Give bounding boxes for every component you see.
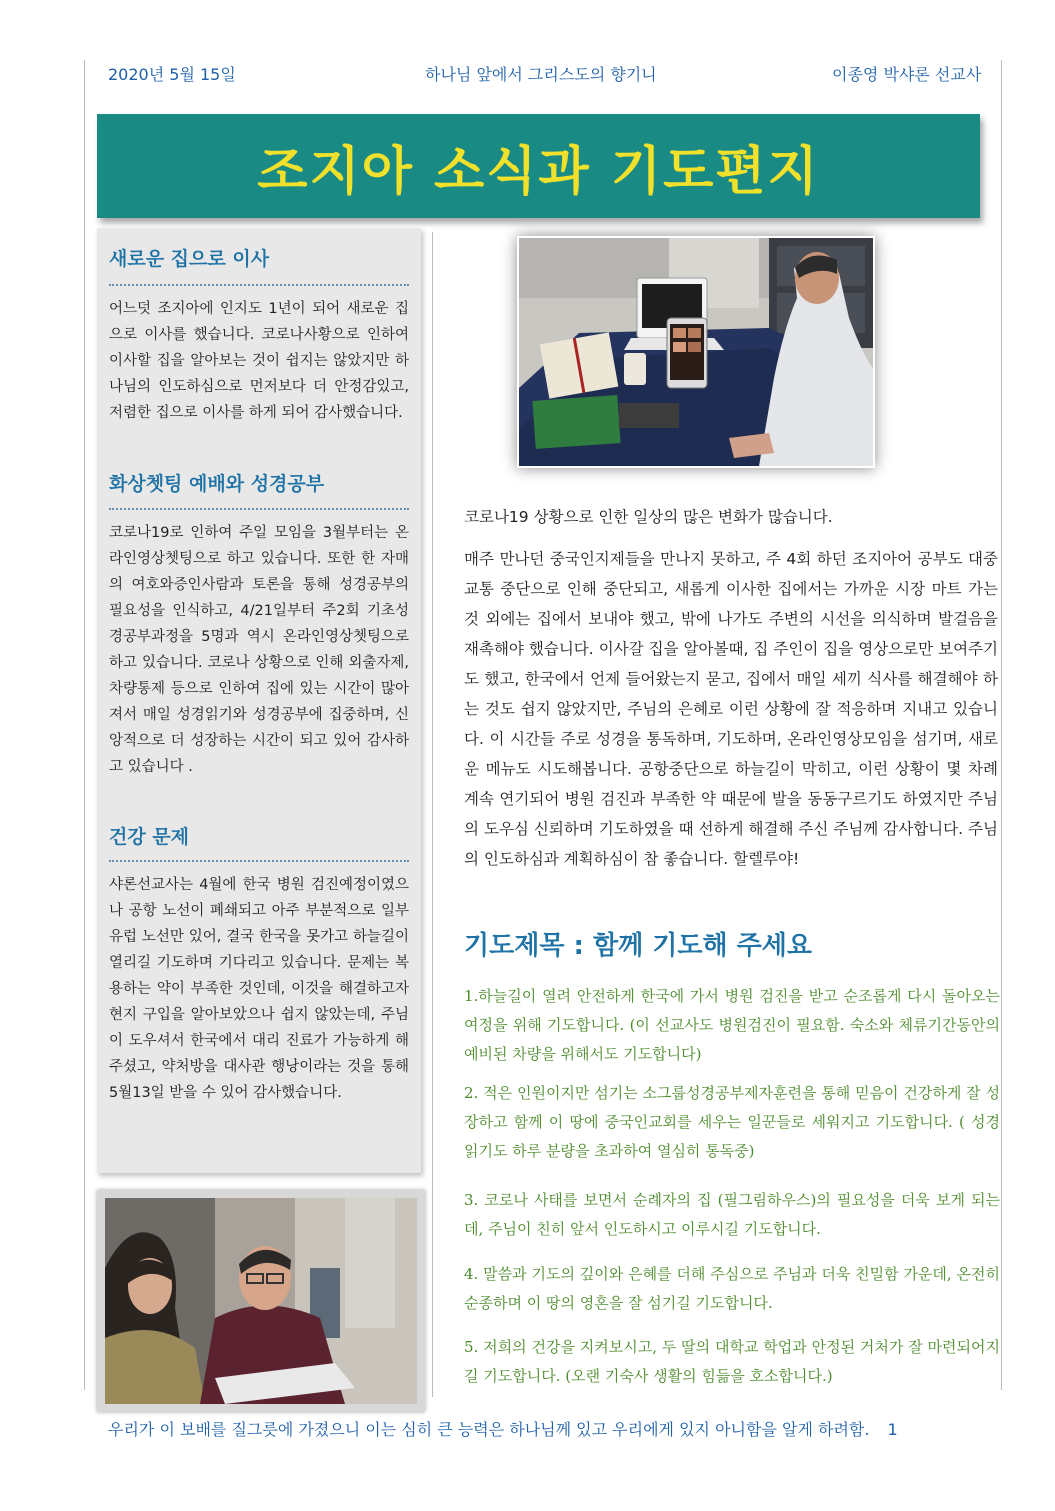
photo-video-call xyxy=(517,236,875,468)
section-title-moving: 새로운 집으로 이사 xyxy=(109,248,270,270)
page-title: 조지아 소식과 기도편지 xyxy=(257,141,820,202)
prayer-item-2: 2. 적은 인원이지만 섬기는 소그룹성경공부제자훈련을 통해 믿음이 건강하게 잘 성장하고 함께 이 땅에 중국인교회를 세우는 일꾼들로 세워지고 기도합니다. ( 성경읽기도 하루 분량을 초과하여 열심히 통독중) xyxy=(464,1084,1000,1160)
header-date: 2020년 5월 15일 xyxy=(108,65,236,84)
section-divider xyxy=(109,860,409,862)
header-motto: 하나님 앞에서 그리스도의 향기니 xyxy=(425,65,657,84)
photo-couple xyxy=(97,1190,425,1412)
main-body: 매주 만나던 중국인지제들을 만나지 못하고, 주 4회 하던 조지아어 공부도 대중교통 중단으로 인해 중단되고, 새롭게 이사한 집에서는 가까운 시장 마트 가는 것 외에는 집에서 보내야 했고, 밖에 나가도 주변의 시선을 의식하며 발걸음을 재촉해야 했습니다. 이사갈 집을 알아볼때, 집 주인이 집을 영상으로만 보여주기도 했고, 한국에서 언제 들어왔는지 묻고, 집에서 매일 세끼 식사를 해결해야 하는 것도 쉽지 않았지만, 주님의 은혜로 이런 상황에 잘 적응하며 지내고 있습니다. 이 시간들 주로 성경을 통독하며, 기도하며, 온라인영상모임을 섬기며, 새로운 메뉴도 시도해봅니다. 공항중단으로 하늘길이 막히고, 이런 상황이 몇 차례 계속 연기되어 병원 검진과 부족한 약 때문에 발을 동동구르기도 하였지만 주님의 도우심 신뢰하며 기도하였을 때 선하게 해결해 주신 주님께 감사합니다. 주님의 인도하심과 계획하심이 참 좋습니다. 할렐루야! xyxy=(464,550,998,868)
prayer-title: 기도제목 : 함께 기도해 주세요 xyxy=(464,931,812,961)
section-title-online-worship: 화상쳇팅 예배와 성경공부 xyxy=(109,473,325,495)
couple-illustration xyxy=(105,1198,417,1404)
section-divider xyxy=(109,508,409,510)
section-body-health: 샤론선교사는 4월에 한국 병원 검진예정이였으나 공항 노선이 폐쇄되고 아주 부분적으로 일부 유럽 노선만 있어, 결국 한국을 못가고 하늘길이 열리길 기도하며 기다리고 있습니다. 문제는 복용하는 약이 부족한 것인데, 이것을 해결하고자 현지 구입을 알아보았으나 쉽지 않았는데, 주님이 도우셔서 한국에서 대리 진료가 가능하게 해주셨고, 약처방을 대사관 행낭이라는 것을 통해 5월13일 받을 수 있어 감사했습니다. xyxy=(109,877,409,1101)
prayer-item-1: 1.하늘길이 열려 안전하게 한국에 가서 병원 검진을 받고 순조롭게 다시 돌아오는 여정을 위해 기도합니다. (이 선교사도 병원검진이 필요함. 숙소와 체류기간동안의 예비된 차량을 위해서도 기도합니다) xyxy=(464,987,1000,1063)
header-author: 이종영 박샤론 선교사 xyxy=(832,65,982,84)
main-intro: 코로나19 상황으로 인한 일상의 많은 변화가 많습니다. xyxy=(464,508,833,526)
sidebar xyxy=(97,228,421,1173)
video-call-illustration xyxy=(519,238,873,466)
right-rule xyxy=(1001,60,1002,1390)
page-header xyxy=(0,58,1055,88)
page-number: 1 xyxy=(887,1420,898,1439)
title-banner xyxy=(97,114,980,218)
prayer-item-3: 3. 코로나 사태를 보면서 순례자의 집 (필그림하우스)의 필요성을 더욱 보게 되는데, 주님이 친히 앞서 인도하시고 이루시길 기도합니다. xyxy=(464,1191,1000,1238)
prayer-item-4: 4. 말씀과 기도의 깊이와 은혜를 더해 주심으로 주님과 더욱 친밀함 가운데, 온전히 순종하며 이 땅의 영혼을 잘 섬기길 기도합니다. xyxy=(464,1265,1000,1312)
section-body-online-worship: 코로나19로 인하여 주일 모임을 3월부터는 온라인영상쳇팅으로 하고 있습니다. 또한 한 자매의 여호와증인사람과 토론을 통해 성경공부의 필요성을 인식하고, 4/21일부터 주2회 기초성경공부과정을 5명과 역시 온라인영상쳇팅으로 하고 있습니다. 코로나 상황으로 인해 외출자제, 차량통제 등으로 인하여 집에 있는 시간이 많아져서 매일 성경읽기와 성경공부에 집중하며, 신앙적으로 더 성장하는 시간이 되고 있어 감사하고 있습니다 . xyxy=(109,525,409,775)
prayer-item-5: 5. 저희의 건강을 지켜보시고, 두 딸의 대학교 학업과 안정된 거처가 잘 마련되어지길 기도합니다. (오랜 기숙사 생활의 힘듦을 호소합니다.) xyxy=(464,1338,1000,1385)
section-divider xyxy=(109,284,409,286)
footer-verse: 우리가 이 보배를 질그릇에 가졌으니 이는 심히 큰 능력은 하나님께 있고 우리에게 있지 아니함을 알게 하려함. xyxy=(108,1420,870,1439)
left-rule xyxy=(84,60,85,1390)
column-divider xyxy=(432,232,433,1397)
section-title-health: 건강 문제 xyxy=(109,826,190,848)
section-body-moving: 어느덧 조지아에 인지도 1년이 되어 새로운 집으로 이사를 했습니다. 코로나사황으로 인하여 이사할 집을 알아보는 것이 쉽지는 않았지만 하나님의 인도하심으로 먼저보다 더 안정감있고, 저렴한 집으로 이사를 하게 되어 감사했습니다. xyxy=(109,301,409,421)
page-footer xyxy=(108,1417,898,1440)
